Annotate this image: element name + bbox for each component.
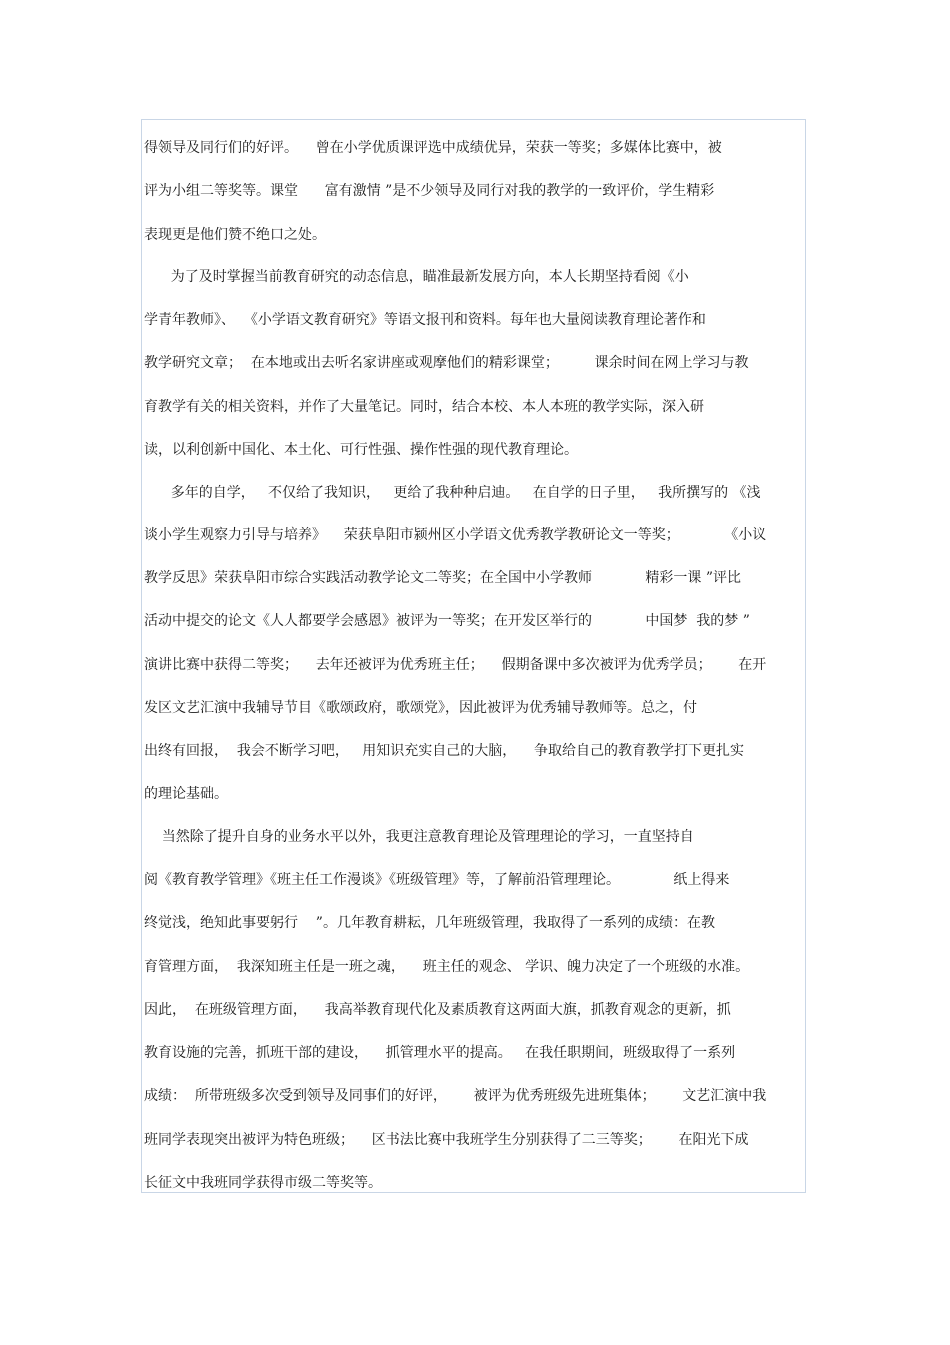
text-line: 评为小组二等奖等。课堂 富有激情 ”是不少领导及同行对我的教学的一致评价，学生精彩 (144, 183, 715, 199)
text-line: 的理论基础。 (144, 786, 228, 802)
text-line: 终觉浅，绝知此事要躬行 ”。几年教育耕耘，几年班级管理，我取得了一系列的成绩：在教 (144, 915, 715, 931)
text-line: 因此， 在班级管理方面， 我高举教育现代化及素质教育这两面大旗，抓教育观念的更新，抓 (144, 1002, 731, 1018)
text-line: 育教学有关的相关资料，并作了大量笔记。同时，结合本校、本人本班的教学实际，深入研 (144, 399, 704, 415)
text-line: 发区文艺汇演中我辅导节目《歌颂政府，歌颂党》，因此被评为优秀辅导教师等。总之，付 (144, 700, 697, 716)
text-line: 教育设施的完善，抓班干部的建设， 抓管理水平的提高。 在我任职期间，班级取得了一系列 (144, 1045, 736, 1061)
text-line: 成绩： 所带班级多次受到领导及同事们的好评， 被评为优秀班级先进班集体； 文艺汇演中我 (144, 1088, 767, 1104)
text-line: 得领导及同行们的好评。 曾在小学优质课评选中成绩优异，荣获一等奖；多媒体比赛中，被 (144, 140, 722, 156)
text-line: 活动中提交的论文《人人都要学会感恩》被评为一等奖；在开发区举行的 中国梦 我的梦 ” (144, 613, 750, 629)
text-line: 当然除了提升自身的业务水平以外，我更注意教育理论及管理理论的学习，一直坚持自 (144, 829, 694, 845)
text-line: 学青年教师》、 《小学语文教育研究》等语文报刊和资料。每年也大量阅读教育理论著作和 (144, 312, 706, 328)
text-line: 为了及时掌握当前教育研究的动态信息，瞄准最新发展方向，本人长期坚持看阅《小 (144, 269, 689, 285)
text-line: 育管理方面， 我深知班主任是一班之魂， 班主任的观念、 学识、魄力决定了一个班级的水准。 (144, 959, 750, 975)
text-line: 多年的自学， 不仅给了我知识， 更给了我种种启迪。 在自学的日子里， 我所撰写的 《浅 (144, 485, 761, 501)
text-line: 教学反思》荣获阜阳市综合实践活动教学论文二等奖；在全国中小学教师 精彩一课 ”评比 (144, 570, 742, 586)
text-line: 演讲比赛中获得二等奖； 去年还被评为优秀班主任； 假期备课中多次被评为优秀学员； 在开 (144, 657, 767, 673)
text-line: 谈小学生观察力引导与培养》 荣获阜阳市颍州区小学语文优秀教学教研论文一等奖； 《小议 (144, 527, 767, 543)
text-line: 长征文中我班同学获得市级二等奖等。 (144, 1175, 382, 1191)
text-line: 出终有回报， 我会不断学习吧， 用知识充实自己的大脑， 争取给自己的教育教学打下更扎实 (144, 743, 745, 759)
text-line: 读，以利创新中国化、本土化、可行性强、操作性强的现代教育理论。 (144, 442, 578, 458)
text-line: 阅《教育教学管理》《班主任工作漫谈》《班级管理》等，了解前沿管理理论。 纸上得来 (144, 872, 730, 888)
text-line: 教学研究文章； 在本地或出去听名家讲座或观摩他们的精彩课堂； 课余时间在网上学习与教 (144, 355, 749, 371)
text-line: 班同学表现突出被评为特色班级； 区书法比赛中我班学生分别获得了二三等奖； 在阳光下成 (144, 1132, 749, 1148)
text-line: 表现更是他们赞不绝口之处。 (144, 227, 326, 243)
